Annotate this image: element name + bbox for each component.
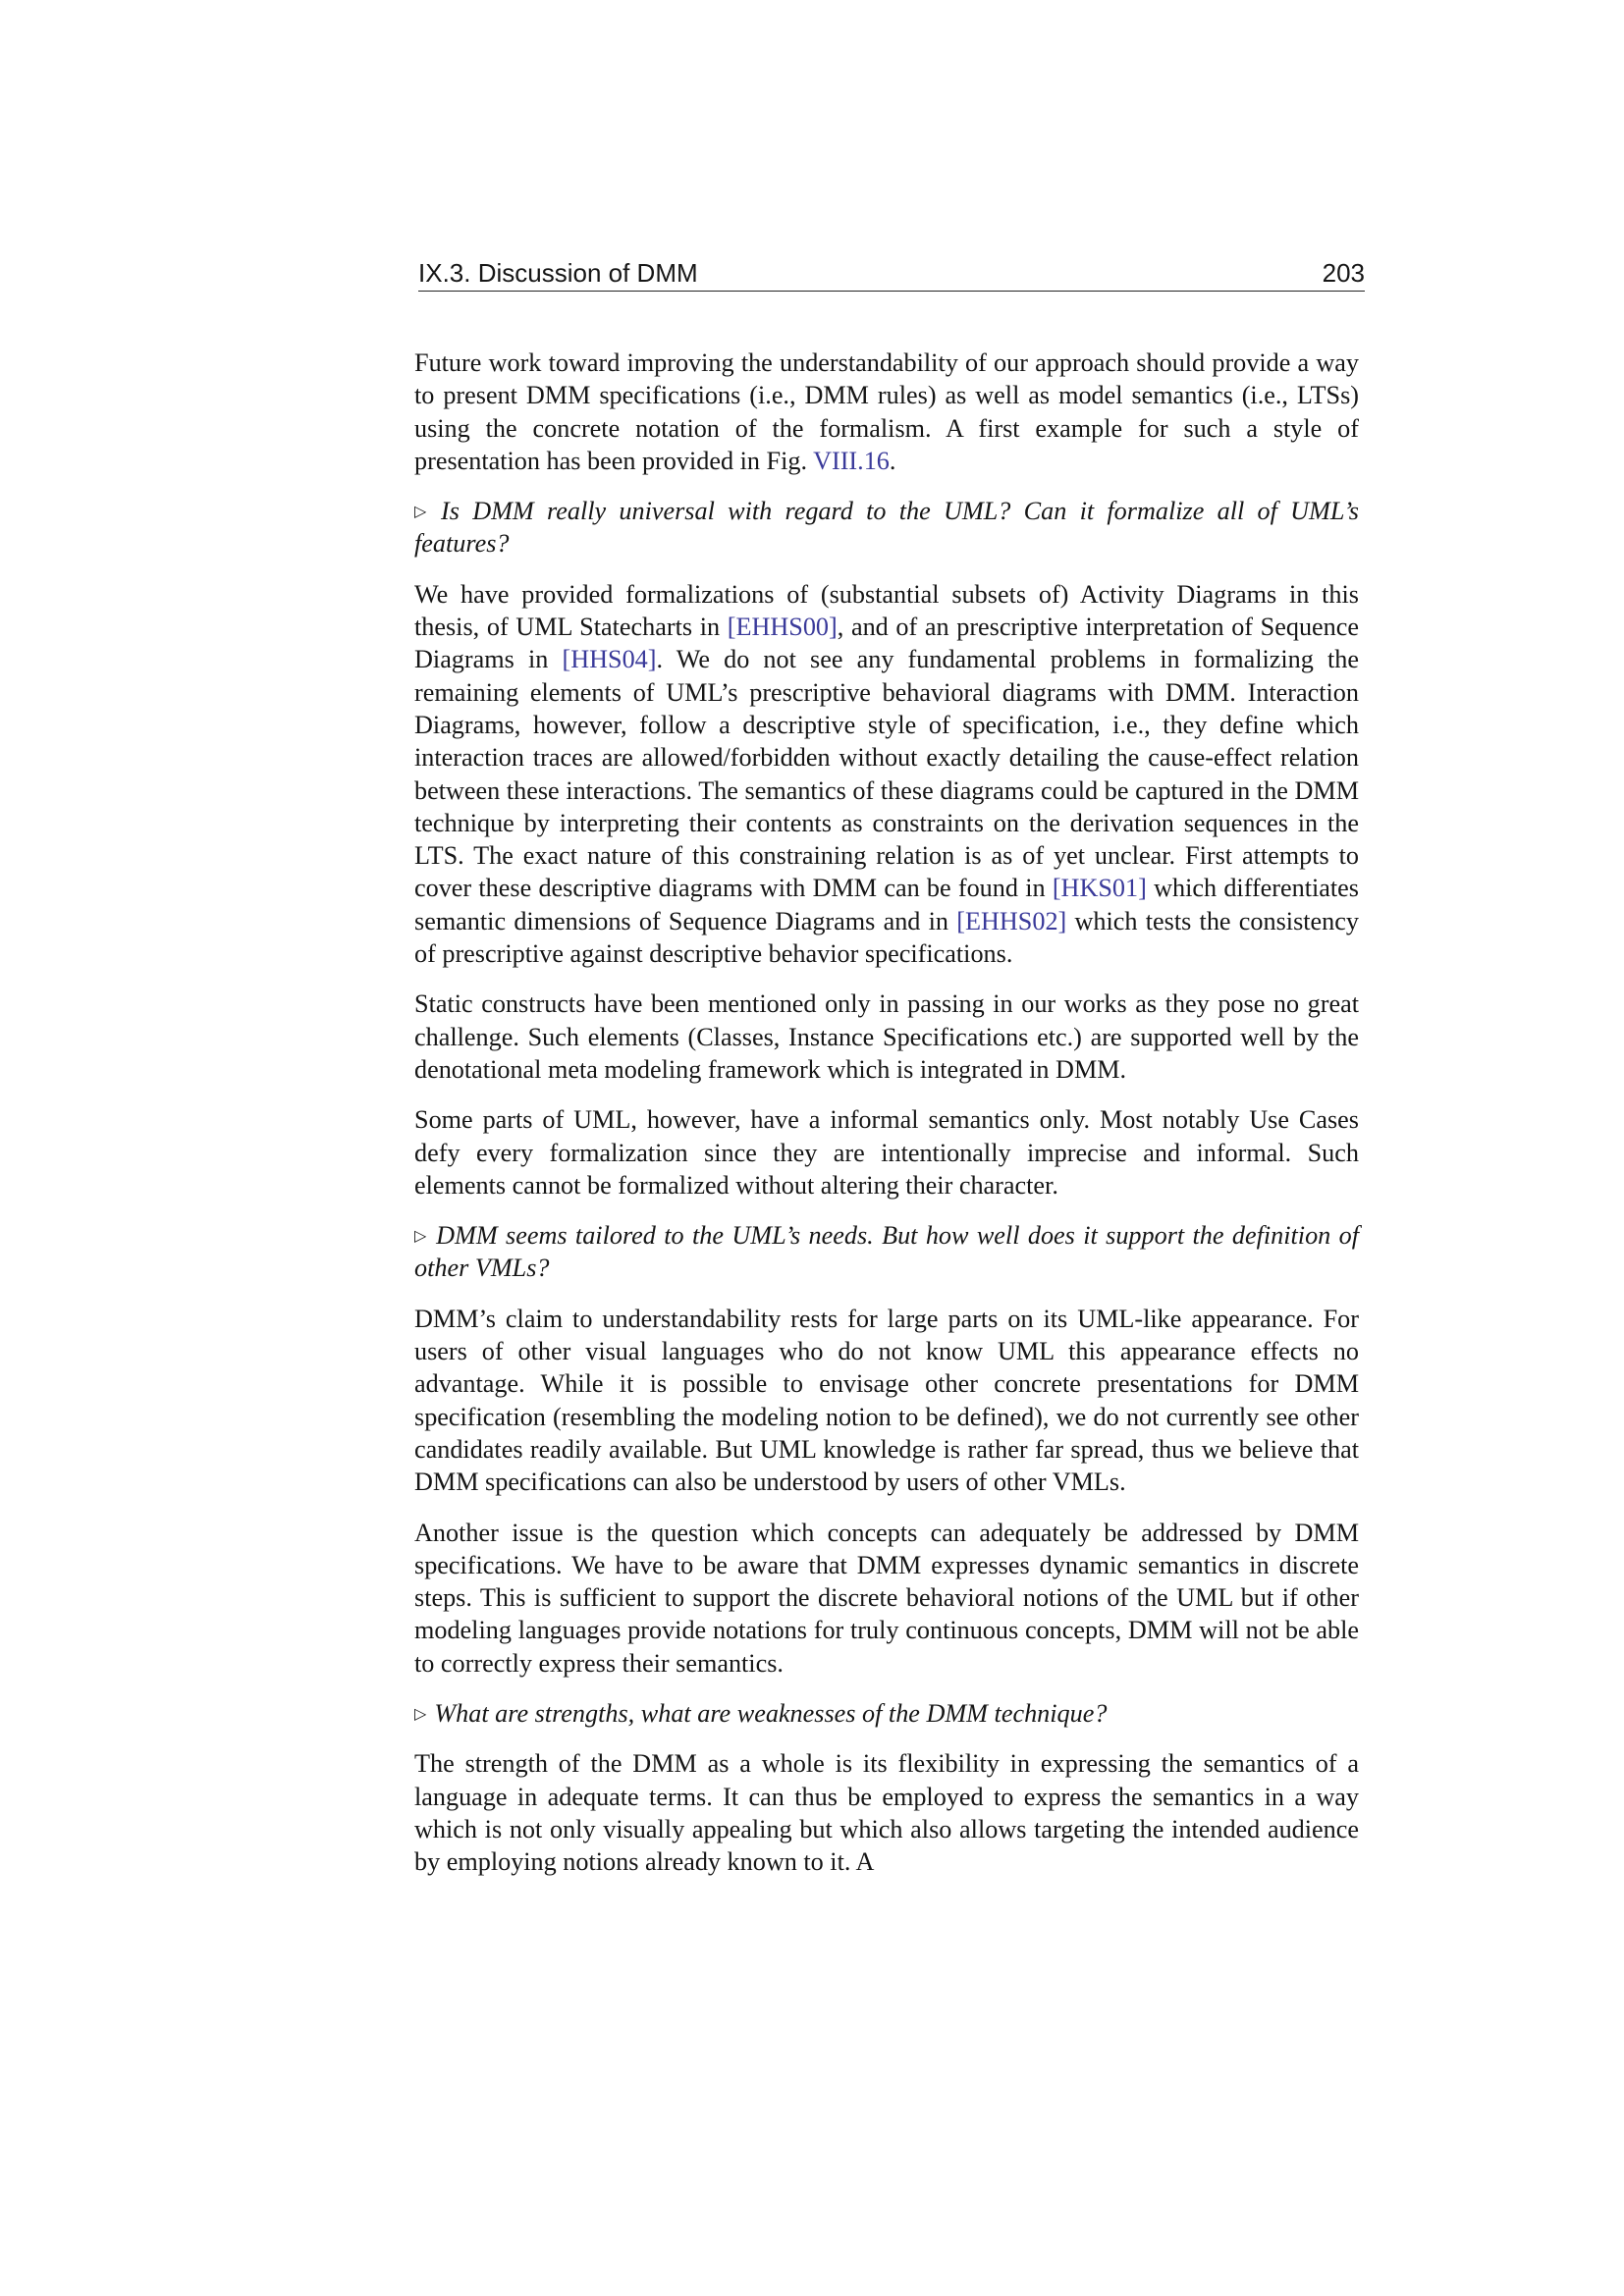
citation-link[interactable]: [EHHS00] bbox=[727, 613, 838, 642]
page-number: 203 bbox=[1322, 258, 1365, 288]
citation-link[interactable]: [HKS01] bbox=[1052, 874, 1147, 903]
question-other-vmls bbox=[414, 1219, 1359, 1285]
running-head bbox=[418, 257, 1365, 292]
paragraph-informal-semantics: Some parts of UML, however, have a informal semantics only. Most notably Use Cases defy every formalization since they are intentionally imprecise and informal. Such elements cannot be formalized without altering their character. bbox=[414, 1105, 1359, 1200]
question-text: DMM seems tailored to the UML’s needs. But how well does it support the definition of other VMLs? bbox=[414, 1221, 1359, 1283]
text-run: which differentiates semantic dimensions of Sequence Diagrams and in bbox=[414, 874, 1359, 935]
paragraph-future-work bbox=[414, 347, 1359, 477]
text-run: We have provided formalizations of (substantial subsets of) Activity Diagrams in this thesis, of UML Statecharts in bbox=[414, 579, 1359, 642]
citation-link[interactable]: [HHS04] bbox=[562, 645, 657, 674]
triangle-marker-icon: ▷ bbox=[414, 502, 434, 521]
paragraph-formalizations bbox=[414, 578, 1359, 971]
paragraph-understandability: DMM’s claim to understandability rests for large parts on its UML-like appearance. For users of other visual languages who do not know UML this appearance effects no advantage. While it is possible to envisage other concrete presentations for DMM specification (resembling the modeling notion to be defined), we do not currently see other candidates readily available. But UML knowledge is rather far spread, thus we believe that DMM specifications can also be understood by users of other VMLs. bbox=[414, 1304, 1359, 1497]
text-run: Future work toward improving the understandability of our approach should provide a way to present DMM specifications (i.e., DMM rules) as well as model semantics (i.e., LTSs) using the concrete notation of the formalism. A first example for such a style of presentation has been provided in Fig. bbox=[414, 348, 1359, 475]
question-text: Is DMM really universal with regard to the UML? Can it formalize all of UML’s features? bbox=[414, 497, 1359, 559]
section-title: IX.3. Discussion of DMM bbox=[418, 258, 698, 288]
text-run: . bbox=[889, 446, 896, 475]
paragraph-concepts: Another issue is the question which concepts can adequately be addressed by DMM specifications. We have to be aware that DMM expresses dynamic semantics in discrete steps. This is sufficient to support the discrete behavioral notions of the UML but if other modeling languages provide notations for truly continuous concepts, DMM will not be able to correctly express their semantics. bbox=[414, 1518, 1359, 1678]
text-run: which tests the consistency of prescriptive against descriptive behavior specifications. bbox=[414, 906, 1359, 969]
triangle-marker-icon: ▷ bbox=[414, 1226, 429, 1246]
figure-ref-link[interactable]: VIII.16 bbox=[813, 446, 890, 475]
page bbox=[414, 257, 1365, 1896]
body-text bbox=[414, 347, 1359, 1878]
text-run: . We do not see any fundamental problems in formalizing the remaining elements of UML’s prescriptive behavioral diagrams with DMM. Interaction Diagrams, however, follow a descriptive style of specification, i.e., they define which interaction traces are allowed/forbidden without exactly detailing the cause-effect relation between these interactions. The semantics of these diagrams could be captured in the DMM technique by interpreting their contents as constraints on the derivation sequences in the LTS. The exact nature of this constraining relation is as of yet unclear. First attempts to cover these descriptive diagrams with DMM can be found in bbox=[414, 645, 1359, 903]
text-run: , and of an prescriptive interpretation of Sequence Diagrams in bbox=[414, 613, 1359, 674]
paragraph-static-constructs: Static constructs have been mentioned only in passing in our works as they pose no great challenge. Such elements (Classes, Instance Specifications etc.) are supported well by the denotational meta modeling framework which is integrated in DMM. bbox=[414, 989, 1359, 1084]
question-text: What are strengths, what are weaknesses of the DMM technique? bbox=[434, 1698, 1108, 1728]
citation-link[interactable]: [EHHS02] bbox=[956, 906, 1067, 935]
question-strengths bbox=[414, 1697, 1359, 1730]
triangle-marker-icon: ▷ bbox=[414, 1703, 427, 1723]
paragraph-strengths: The strength of the DMM as a whole is its flexibility in expressing the semantics of a language in adequate terms. It can thus be employed to express the semantics in a way which is not only visually appealing but which also allows targeting the intended audience by employing notions already known to it. A bbox=[414, 1749, 1359, 1877]
question-universal bbox=[414, 495, 1359, 561]
